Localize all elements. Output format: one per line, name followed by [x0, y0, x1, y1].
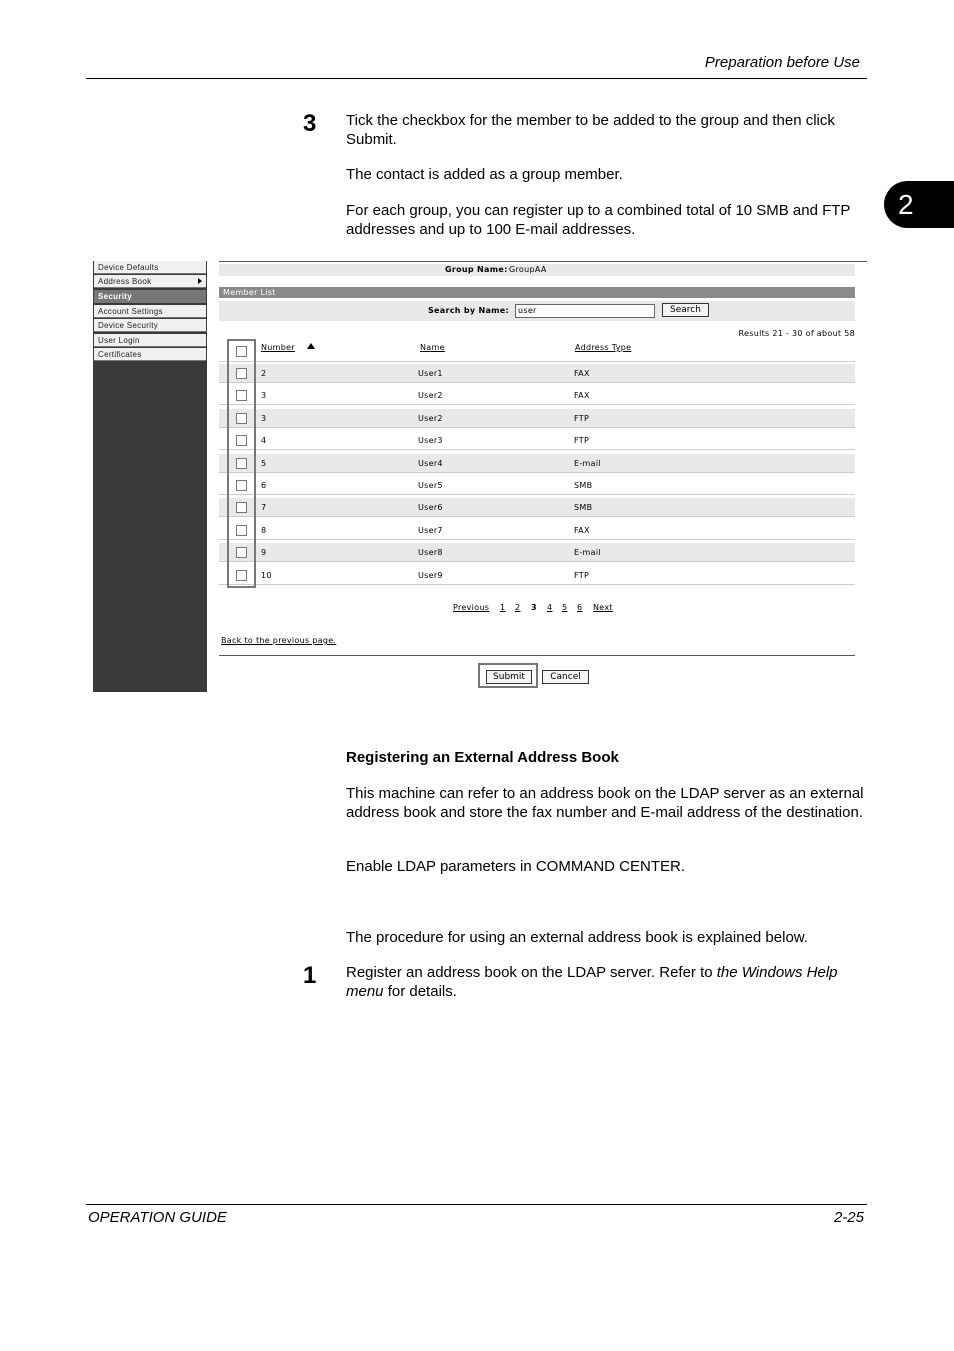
pager-page-4[interactable]: 4 [547, 603, 553, 612]
table-row [219, 386, 855, 405]
sidebar-item-security[interactable]: Security [94, 290, 206, 303]
row-number: 8 [261, 525, 267, 535]
member-list-screenshot [93, 261, 867, 693]
search-label: Search by Name: [428, 306, 510, 315]
sidebar-item-account-settings[interactable]: Account Settings [94, 305, 206, 318]
search-input[interactable]: user [515, 304, 655, 318]
row-address-type: FTP [574, 436, 590, 446]
table-row [219, 364, 855, 383]
row-address-type: E-mail [574, 548, 601, 558]
row-name: User8 [418, 548, 443, 558]
row-name: User6 [418, 503, 443, 513]
pager [453, 603, 753, 615]
row-address-type: SMB [574, 481, 593, 490]
ldap-enable-text: Enable LDAP parameters in COMMAND CENTER. [346, 858, 685, 875]
chapter-tab: 2 [884, 181, 954, 228]
row-number: 9 [261, 548, 267, 558]
row-address-type: SMB [574, 503, 593, 513]
page-number: 2-25 [833, 1209, 864, 1226]
row-address-type: FTP [574, 413, 590, 423]
checkbox-column-highlight [227, 339, 256, 588]
sidebar-item-device-security[interactable]: Device Security [94, 319, 206, 332]
column-name[interactable]: Name [420, 343, 445, 352]
footer-rule [86, 1204, 867, 1205]
row-name: User5 [418, 481, 443, 490]
row-address-type: E-mail [574, 458, 601, 468]
column-address-type[interactable]: Address Type [575, 343, 632, 352]
pager-next[interactable]: Next [593, 603, 613, 612]
step-text: Tick the checkbox for the member to be added to the group and then click Submit. [346, 112, 835, 148]
header-rule [86, 78, 867, 79]
row-name: User1 [418, 369, 443, 378]
pager-previous[interactable]: Previous [453, 603, 490, 612]
pager-page-6[interactable]: 6 [577, 603, 583, 612]
sort-asc-icon[interactable] [307, 343, 315, 349]
group-name-value: GroupAA [509, 265, 547, 274]
row-number: 6 [261, 481, 267, 490]
section-title: Preparation before Use [704, 54, 860, 71]
pager-page-2[interactable]: 2 [515, 603, 521, 612]
row-number: 2 [261, 369, 267, 378]
table-row [219, 543, 855, 562]
table-row [219, 498, 855, 517]
row-number: 3 [261, 413, 267, 423]
row-number: 10 [261, 570, 272, 580]
table-row [219, 431, 855, 450]
row-number: 7 [261, 503, 267, 513]
table-row [219, 521, 855, 540]
sidebar-item-device-defaults[interactable]: Device Defaults [94, 261, 206, 274]
row-address-type: FAX [574, 525, 590, 535]
column-number[interactable]: Number [261, 343, 295, 352]
row-address-type: FAX [574, 391, 590, 401]
row-name: User2 [418, 413, 443, 423]
step-number: 3 [303, 110, 317, 137]
sidebar-item-address-book[interactable]: Address Book [94, 275, 206, 288]
table-row [219, 566, 855, 585]
group-name-label: Group Name: [445, 265, 508, 274]
row-number: 5 [261, 458, 267, 468]
sidebar-item-certificates[interactable]: Certificates [94, 348, 206, 361]
step-1-text: Register an address book on the LDAP server. Refer to the Windows Help menu for details. [346, 964, 838, 1000]
results-count: Results 21 - 30 of about 58 [738, 329, 855, 338]
member-list-title: Member List [223, 288, 276, 297]
pager-page-3-current: 3 [531, 603, 537, 612]
arrow-right-icon [198, 278, 202, 284]
submit-button[interactable]: Submit [486, 670, 532, 684]
ldap-paragraph: This machine can refer to an address book on the LDAP server as an external address book and store the fax number and E-mail address of the destination. [346, 785, 864, 821]
table-row [219, 409, 855, 428]
pager-page-1[interactable]: 1 [500, 603, 506, 612]
row-number: 3 [261, 391, 267, 401]
row-name: User9 [418, 570, 443, 580]
step-note: For each group, you can register up to a combined total of 10 SMB and FTP addresses and up to 100 E-mail addresses. [346, 202, 851, 238]
top-rule [219, 261, 867, 262]
sidebar [93, 261, 207, 692]
member-list-bar [219, 287, 855, 298]
procedure-intro: The procedure for using an external address book is explained below. [346, 929, 808, 946]
row-name: User3 [418, 436, 443, 446]
row-number: 4 [261, 436, 267, 446]
row-address-type: FAX [574, 369, 590, 378]
table-row [219, 476, 855, 495]
form-rule [219, 655, 855, 656]
table-row [219, 454, 855, 473]
section-heading: Registering an External Address Book [346, 749, 619, 766]
cancel-button[interactable]: Cancel [542, 670, 589, 684]
sidebar-item-user-login[interactable]: User Login [94, 334, 206, 347]
row-name: User7 [418, 525, 443, 535]
row-name: User4 [418, 458, 443, 468]
help-reference: the Windows Help menu [346, 964, 838, 1000]
footer-guide-title: OPERATION GUIDE [88, 1209, 227, 1226]
row-name: User2 [418, 391, 443, 401]
back-link[interactable]: Back to the previous page. [221, 636, 337, 645]
row-address-type: FTP [574, 570, 590, 580]
search-button[interactable]: Search [662, 303, 709, 317]
step-number: 1 [303, 962, 317, 989]
pager-page-5[interactable]: 5 [562, 603, 568, 612]
step-result: The contact is added as a group member. [346, 166, 623, 183]
